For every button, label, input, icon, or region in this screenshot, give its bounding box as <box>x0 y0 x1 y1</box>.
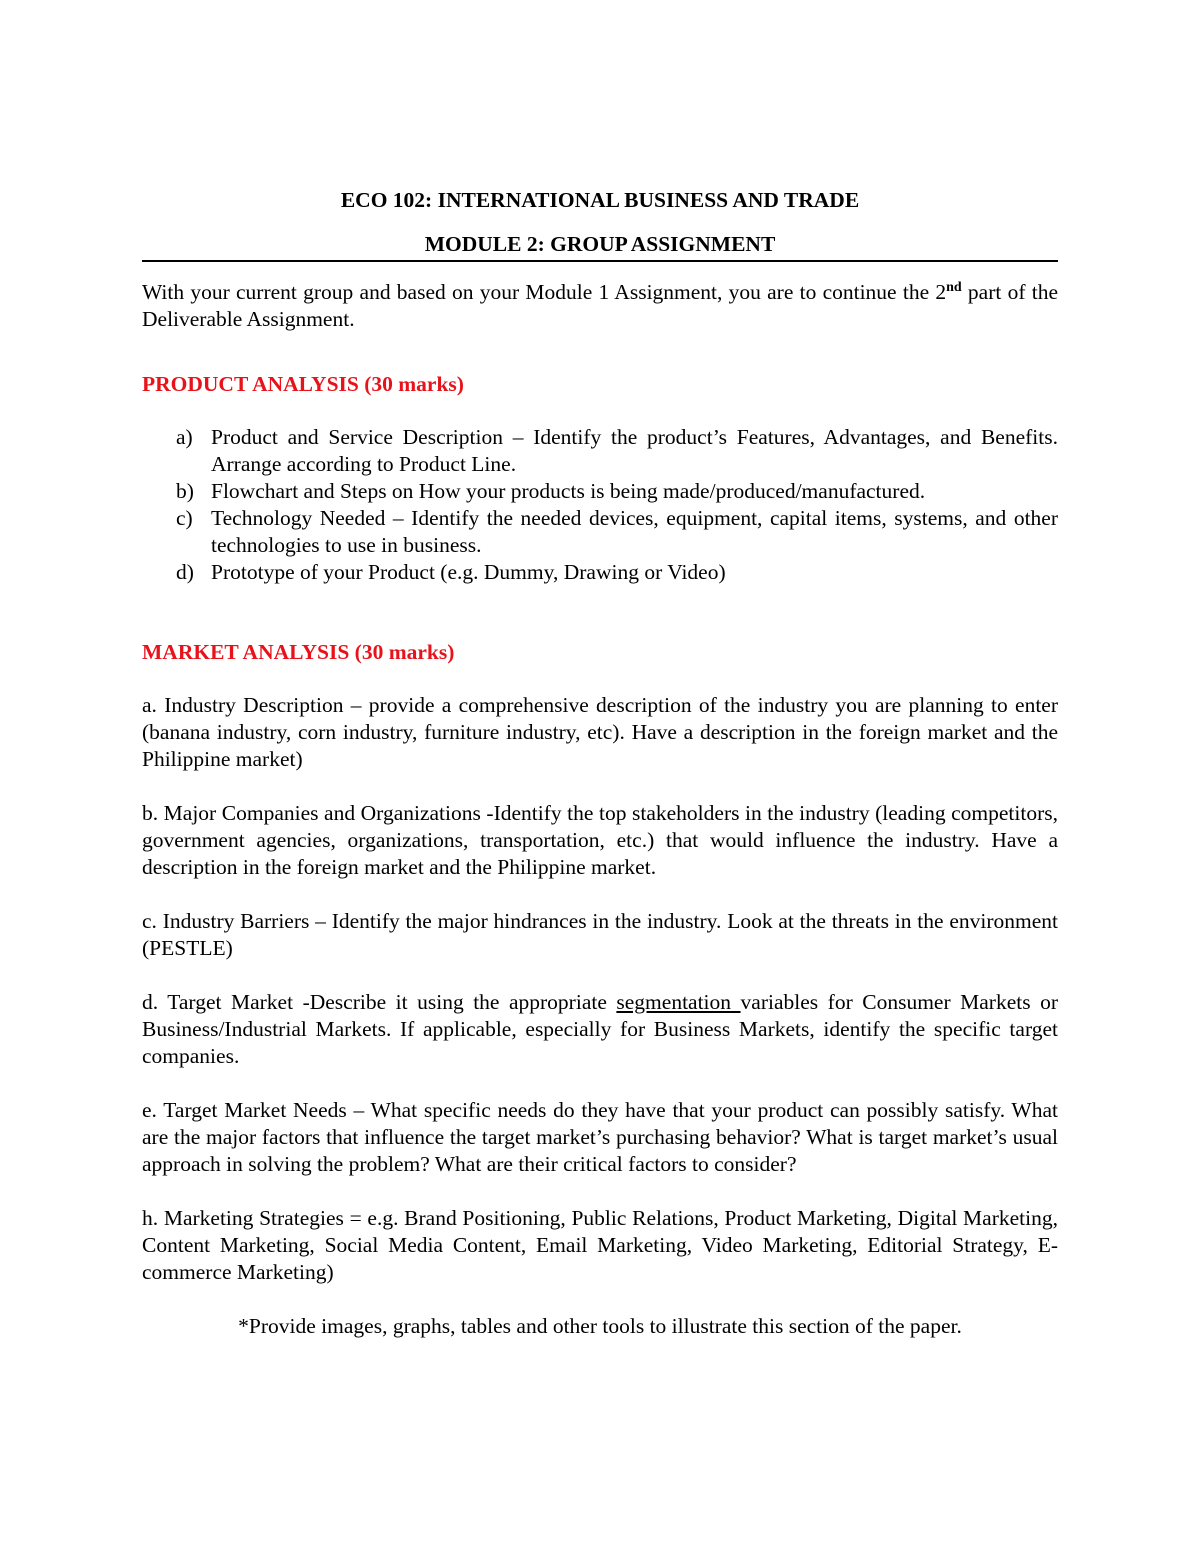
list-item-text: Technology Needed – Identify the needed devices, equipment, capital items, systems, and other technologies to use in business. <box>211 506 1058 557</box>
intro-superscript: nd <box>946 279 962 295</box>
product-analysis-list <box>142 424 1058 586</box>
product-item-d <box>142 559 1058 586</box>
market-item-a: a. Industry Description – provide a comprehensive description of the industry you are planning to enter (banana industry, corn industry, furniture industry, etc). Have a description in the foreign market and the Philippine market) <box>142 693 1058 771</box>
market-item-d-start: d. Target Market -Describe it using the appropriate <box>142 990 617 1014</box>
intro-paragraph <box>142 279 1058 333</box>
market-item-b: b. Major Companies and Organizations -Identify the top stakeholders in the industry (leading competitors, government agencies, organizations, transportation, etc.) that would influence the industry. Have a description in the foreign market and the Philippine market. <box>142 801 1058 879</box>
list-marker: b) <box>176 479 194 503</box>
intro-text-end: part of the Deliverable Assignment. <box>142 280 1059 331</box>
list-item-text: Product and Service Description – Identify the product’s Features, Advantages, and Benefits. Arrange according to Product Line. <box>211 425 1058 476</box>
intro-text-start: With your current group and based on your Module 1 Assignment, you are to continue the 2 <box>142 280 947 304</box>
product-item-a <box>142 424 1058 478</box>
module-title: MODULE 2: GROUP ASSIGNMENT <box>424 232 776 256</box>
product-item-c <box>142 505 1058 559</box>
course-title: ECO 102: INTERNATIONAL BUSINESS AND TRADE <box>340 188 860 212</box>
list-marker: c) <box>176 506 193 530</box>
list-item-text: Flowchart and Steps on How your products is being made/produced/manufactured. <box>211 479 926 503</box>
market-item-c: c. Industry Barriers – Identify the major hindrances in the industry. Look at the threats in the environment (PESTLE) <box>142 909 1058 960</box>
product-item-b <box>142 478 1058 505</box>
market-item-d <box>142 989 1058 1070</box>
document-content <box>142 187 1058 1340</box>
market-item-e: e. Target Market Needs – What specific needs do they have that your product can possibly satisfy. What are the major factors that influence the target market’s purchasing behavior? What is target market’s usual approach in solving the problem? What are their critical factors to consider? <box>142 1098 1058 1176</box>
list-marker: a) <box>176 425 193 449</box>
market-analysis-heading: MARKET ANALYSIS (30 marks) <box>142 640 455 664</box>
market-item-d-end: variables for Consumer Markets or Business/Industrial Markets. If applicable, especially for Business Markets, identify the specific target companies. <box>142 990 1059 1068</box>
footnote: *Provide images, graphs, tables and other tools to illustrate this section of the paper. <box>238 1314 962 1338</box>
underlined-term: segmentation <box>616 990 741 1014</box>
list-marker: d) <box>176 560 194 584</box>
product-analysis-heading: PRODUCT ANALYSIS (30 marks) <box>142 372 464 396</box>
module-title-rule <box>142 231 1058 262</box>
market-item-h: h. Marketing Strategies = e.g. Brand Positioning, Public Relations, Product Marketing, Digital Marketing, Content Marketing, Social Media Content, Email Marketing, Video Marketing, Editorial Strategy, E-commerce Marketing) <box>142 1206 1058 1284</box>
list-item-text: Prototype of your Product (e.g. Dummy, Drawing or Video) <box>211 560 726 584</box>
